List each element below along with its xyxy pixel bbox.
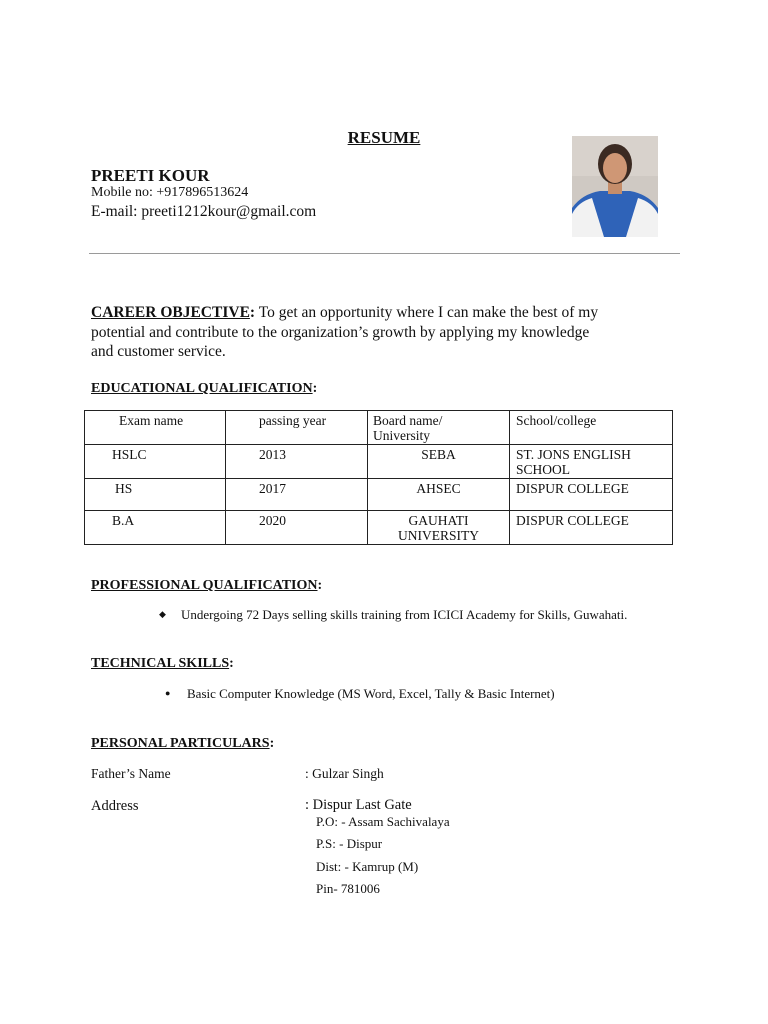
technical-item-text: Basic Computer Knowledge (MS Word, Excel, Tally & Basic Internet) <box>187 686 555 701</box>
personal-heading-wrap: PERSONAL PARTICULARS: <box>91 736 275 751</box>
career-objective-colon: : <box>249 304 256 321</box>
education-heading: EDUCATIONAL QUALIFICATION <box>91 381 313 396</box>
technical-heading: TECHNICAL SKILLS <box>91 656 230 671</box>
header-divider <box>89 253 680 254</box>
header-school: School/college <box>510 411 673 445</box>
cell-exam: B.A <box>85 511 226 545</box>
cell-board-line1: GAUHATI <box>408 513 469 528</box>
cell-board <box>368 511 510 545</box>
cell-school: DISPUR COLLEGE <box>510 479 673 511</box>
address-line-2: P.O: - Assam Sachivalaya <box>316 814 450 829</box>
cell-school <box>510 445 673 479</box>
address-line-3: P.S: - Dispur <box>316 836 383 851</box>
header-board-line1: Board name/ <box>373 413 443 428</box>
personal-heading: PERSONAL PARTICULARS <box>91 736 270 751</box>
profile-photo <box>572 136 658 237</box>
father-name-value: : Gulzar Singh <box>305 766 384 781</box>
cell-exam: HS <box>85 479 226 511</box>
table-header-row <box>85 411 673 445</box>
cell-board <box>368 445 510 479</box>
cell-board-line1: SEBA <box>421 447 456 462</box>
professional-item <box>159 607 627 623</box>
professional-heading-wrap: PROFESSIONAL QUALIFICATION: <box>91 578 323 593</box>
career-objective <box>91 303 691 362</box>
technical-heading-wrap: TECHNICAL SKILLS: <box>91 656 234 671</box>
address-line-4: Dist: - Kamrup (M) <box>316 859 419 874</box>
professional-item-text: Undergoing 72 Days selling skills training from ICICI Academy for Skills, Guwahati. <box>181 607 628 622</box>
address-label: Address <box>91 798 139 814</box>
cell-school-line1: ST. JONS ENGLISH <box>516 447 631 462</box>
bullet-icon: ◆ <box>159 609 166 619</box>
address-line-5: Pin- 781006 <box>316 881 380 896</box>
person-photo-icon <box>572 136 658 237</box>
header-board-line2: University <box>373 428 430 443</box>
table-row <box>85 511 673 545</box>
education-heading-wrap: EDUCATIONAL QUALIFICATION: <box>91 381 318 396</box>
cell-year: 2017 <box>226 479 368 511</box>
career-objective-line2: potential and contribute to the organization’s growth by applying my knowledge <box>91 323 590 341</box>
address-line-1: : Dispur Last Gate <box>305 797 412 813</box>
header-board <box>368 411 510 445</box>
email-address: E-mail: preeti1212kour@gmail.com <box>91 203 317 220</box>
table-row <box>85 479 673 511</box>
career-objective-label: CAREER OBJECTIVE <box>91 304 250 321</box>
header-passing-year: passing year <box>226 411 368 445</box>
mobile-number: Mobile no: +917896513624 <box>91 185 249 200</box>
candidate-name: PREETI KOUR <box>91 166 210 185</box>
education-table <box>84 410 673 545</box>
table-row <box>85 445 673 479</box>
career-objective-line1: To get an opportunity where I can make the best of my <box>258 304 599 321</box>
cell-school: DISPUR COLLEGE <box>510 511 673 545</box>
resume-title: RESUME <box>347 128 421 147</box>
cell-board-line2: UNIVERSITY <box>398 528 479 543</box>
cell-year: 2020 <box>226 511 368 545</box>
professional-heading: PROFESSIONAL QUALIFICATION <box>91 578 318 593</box>
father-name-label: Father’s Name <box>91 766 171 781</box>
cell-year: 2013 <box>226 445 368 479</box>
cell-school-line2: SCHOOL <box>516 462 571 477</box>
cell-board: AHSEC <box>368 479 510 511</box>
career-objective-line3: and customer service. <box>91 343 226 360</box>
bullet-icon: ● <box>165 688 171 698</box>
header-exam-name: Exam name <box>85 411 226 445</box>
cell-exam: HSLC <box>85 445 226 479</box>
technical-item <box>165 686 555 702</box>
